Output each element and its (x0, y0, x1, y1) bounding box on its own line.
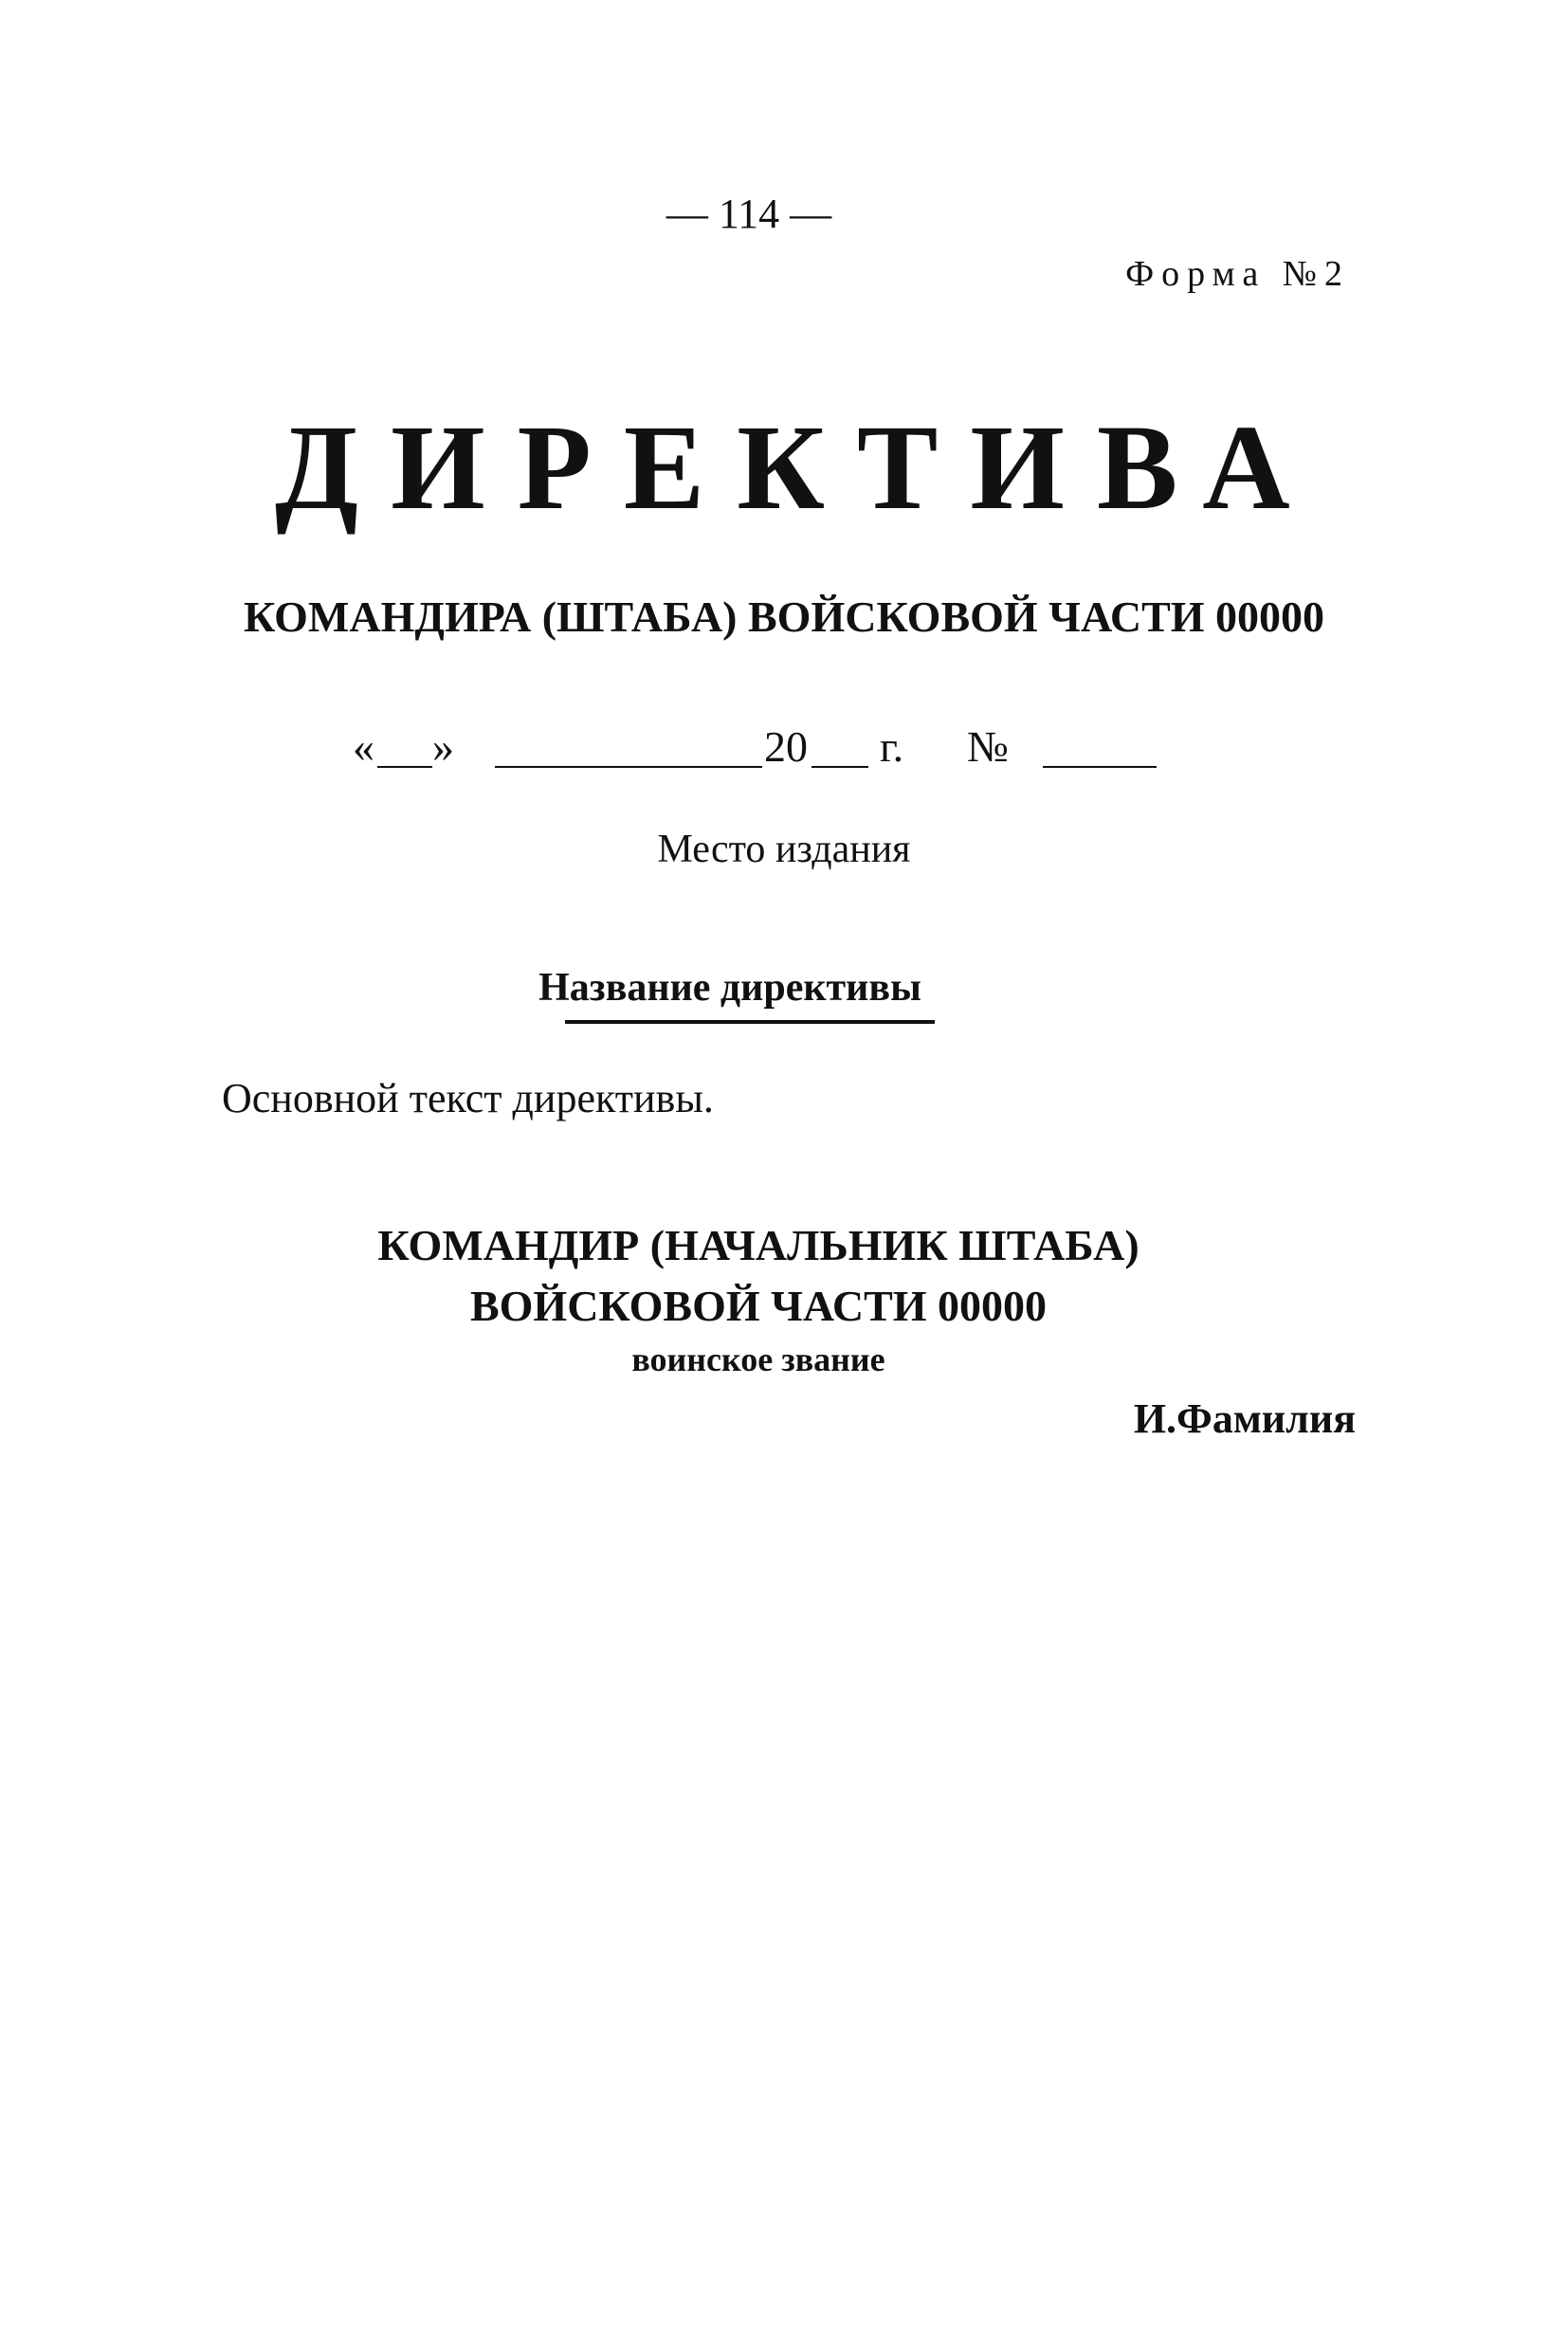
signer-position-line2: ВОЙСКОВОЙ ЧАСТИ 00000 (469, 1282, 1048, 1330)
month-blank (495, 766, 762, 768)
open-quote: « (353, 722, 374, 771)
number-sign: № (967, 722, 1009, 771)
directive-name-underline (565, 1020, 935, 1024)
year-blank (811, 766, 868, 768)
day-blank (377, 766, 432, 768)
body-text: Основной текст директивы. (222, 1075, 714, 1121)
form-number: Форма №2 (1125, 254, 1350, 294)
signer-position-line1: КОМАНДИР (НАЧАЛЬНИК ШТАБА) (377, 1221, 1140, 1269)
document-subtitle: КОМАНДИРА (ШТАБА) ВОЙСКОВОЙ ЧАСТИ 00000 (243, 592, 1325, 641)
directive-name: Название директивы (538, 966, 921, 1010)
signer-rank: воинское звание (631, 1340, 885, 1378)
document-title: ДИРЕКТИВА (275, 400, 1322, 535)
place-of-issue: Место издания (657, 828, 911, 871)
number-blank (1043, 766, 1157, 768)
date-number-row (353, 717, 1168, 777)
signer-name: И.Фамилия (1133, 1395, 1356, 1442)
page-number: — 114 — (665, 191, 832, 237)
year-suffix: г. (880, 722, 904, 771)
close-quote: » (432, 722, 454, 771)
year-prefix: 20 (764, 722, 808, 771)
